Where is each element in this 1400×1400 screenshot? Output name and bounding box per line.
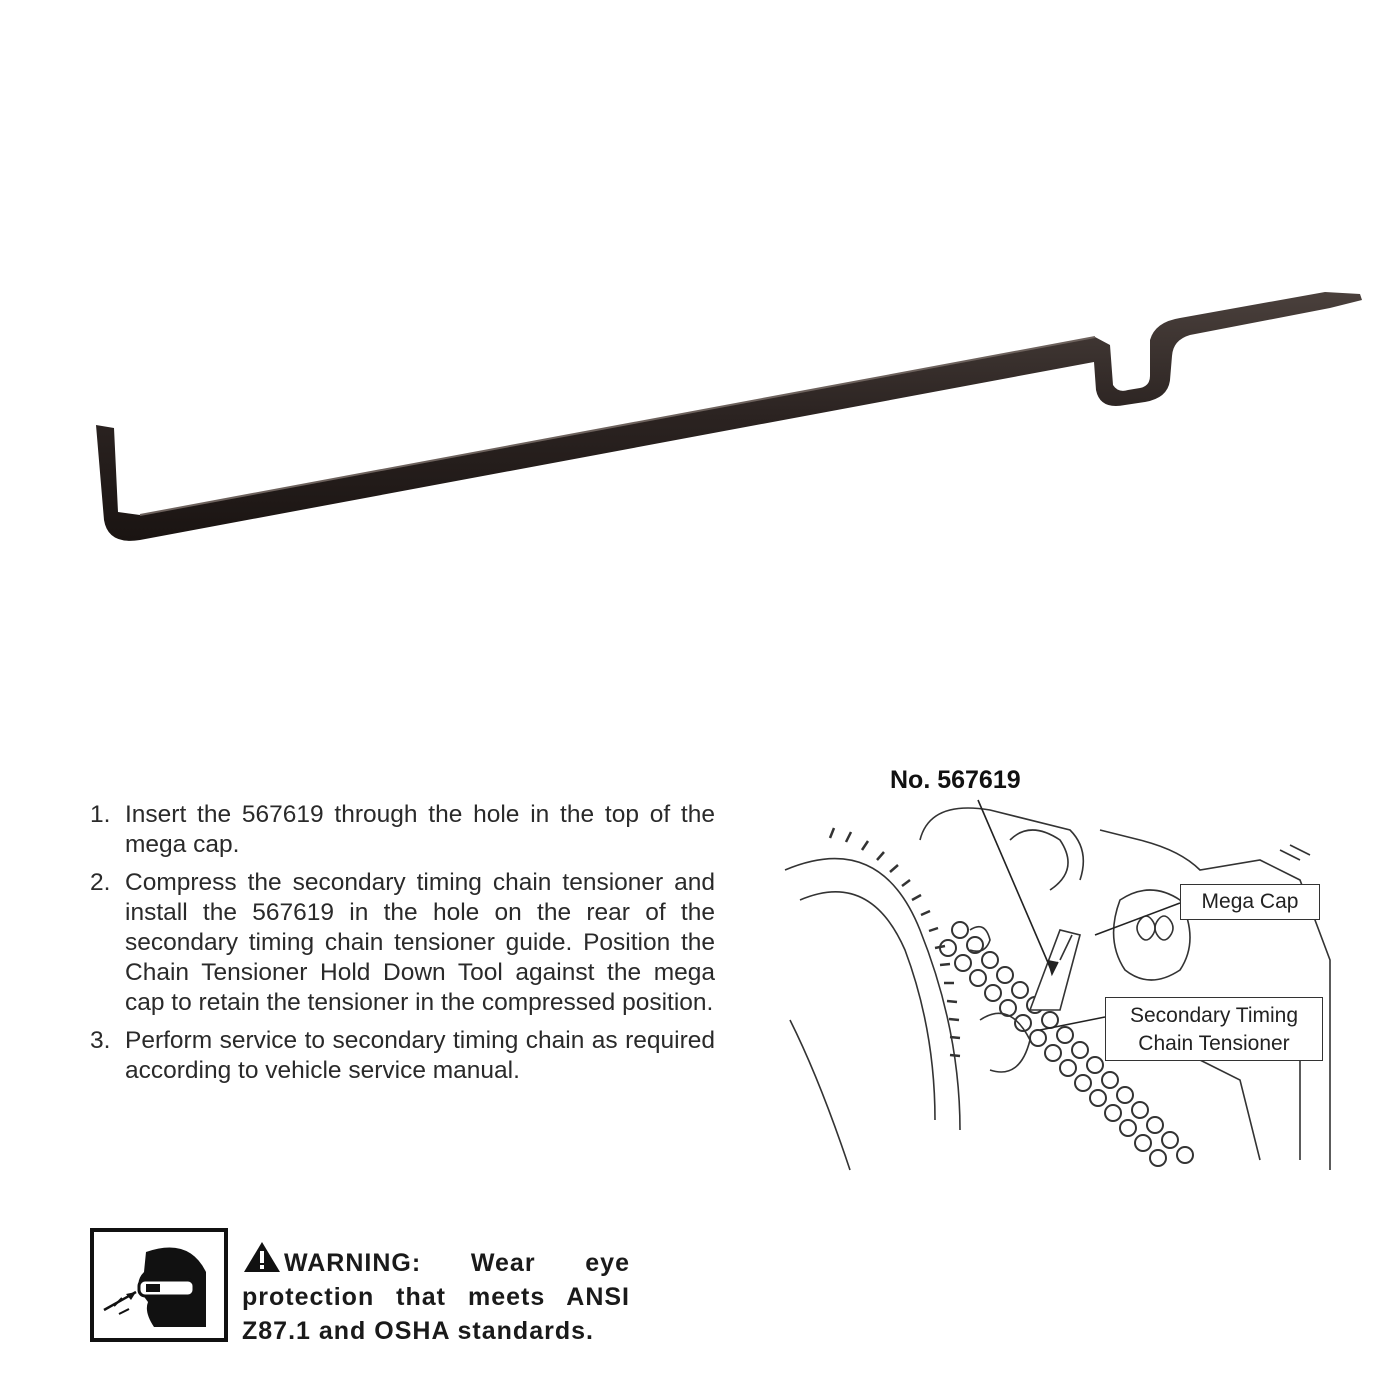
mega-cap-text: Mega Cap — [1201, 890, 1299, 913]
step-3 — [90, 1026, 715, 1086]
tensioner-text-line1: Secondary Timing — [1129, 1004, 1299, 1027]
step-text: Perform service to secondary timing chain as required according to vehicle service manual. — [125, 1027, 715, 1084]
step-number: 3. — [90, 1027, 111, 1054]
step-2 — [90, 868, 715, 1018]
tool-photo — [80, 270, 1380, 570]
tensioner-text-line2: Chain Tensioner — [1138, 1032, 1290, 1055]
warning-text — [242, 1240, 630, 1348]
instruction-steps — [90, 800, 715, 1094]
engine-diagram — [780, 760, 1340, 1180]
warning-triangle-icon — [242, 1240, 282, 1274]
eye-protection-icon — [90, 1228, 228, 1342]
figure-title: No. 567619 — [890, 766, 1021, 794]
step-1 — [90, 800, 715, 860]
step-number: 2. — [90, 869, 111, 896]
warning-body: Wear eye protection that meets ANSI Z87.1 and OSHA standards. — [242, 1249, 630, 1345]
step-text: Compress the secondary timing chain tensioner and install the 567619 in the hole on the rear of the secondary timing chain tensioner guide. Position the Chain Tensioner Hold Down Tool against the mega cap to retain the tensioner in the compressed position. — [125, 869, 715, 1016]
tensioner-label — [1105, 997, 1323, 1061]
step-number: 1. — [90, 801, 111, 828]
step-text: Insert the 567619 through the hole in the top of the mega cap. — [125, 801, 715, 858]
warning-label: WARNING: — [284, 1249, 422, 1277]
mega-cap-label — [1180, 884, 1320, 920]
